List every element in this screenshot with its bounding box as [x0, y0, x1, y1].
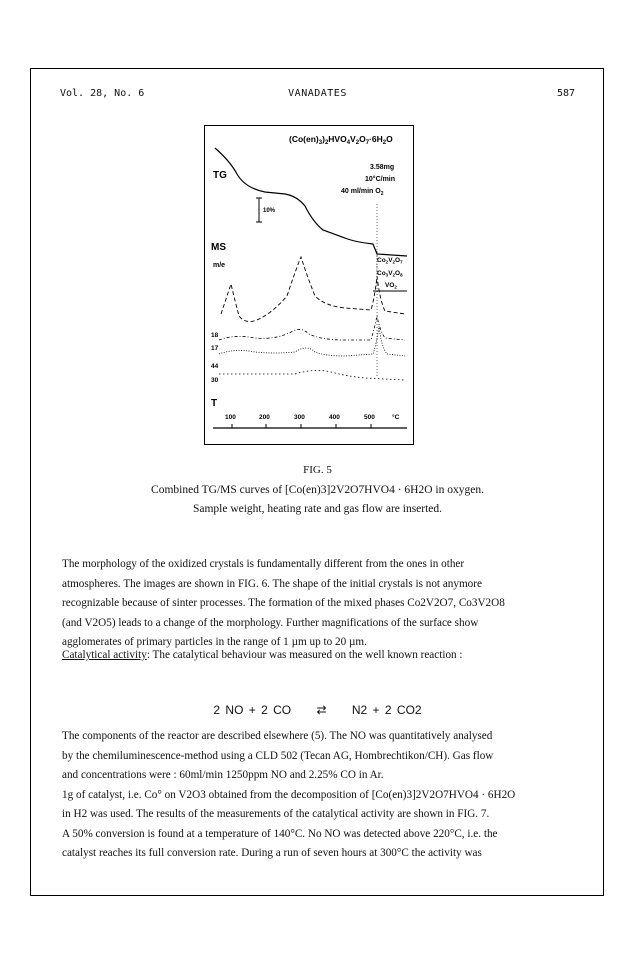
text-line: (and V2O5) leads to a change of the morphology. Further magnifications of the surface show [62, 616, 479, 629]
gas-flow: 40 ml/min $O_2$ [341, 188, 384, 197]
formula-label: $(Co(en)_3)_2HVO_4V_2O_7\cdot 6H_2O$ [289, 134, 393, 146]
heating-rate: 10°C/min [365, 176, 396, 183]
reaction-reactants: 2 NO + 2 CO [213, 703, 292, 717]
x-tick-300: 300 [294, 414, 305, 421]
x-tick-400: 400 [329, 414, 340, 421]
text-line: agglomerates of primary particles in the range of 1 µm up to 20 µm. [62, 636, 367, 648]
mass-label-17: 17 [211, 345, 219, 352]
x-tick-200: 200 [259, 414, 270, 421]
text-line: recognizable because of sinter processes. The formation of the mixed phases Co2V2O7, Co3V2O8 [62, 597, 505, 609]
scale-label: 10% [263, 208, 276, 214]
t-axis-label: T [211, 398, 218, 409]
ms-label: MS [211, 242, 226, 253]
text-line: A 50% conversion is found at a temperature of 140°C. No NO was detected above 220°C, i.e. the [62, 827, 498, 840]
text-line: in H2 was used. The results of the measurements of the catalytical activity are shown in FIG. 7. [62, 808, 490, 820]
paragraph-morphology [62, 555, 576, 653]
section-heading-catalytical-activity: Catalytical activity [62, 649, 147, 661]
figure-number: FIG. 5 [303, 464, 332, 476]
x-tick-100: 100 [225, 414, 236, 421]
text-line: atmospheres. The images are shown in FIG. 6. The shape of the initial crystals is not anymore [62, 577, 482, 590]
tg-ms-plot [205, 126, 415, 446]
volume-label: Vol. 28, No. 6 [60, 88, 145, 99]
x-tick-500: 500 [364, 414, 375, 421]
figure-caption-line-1: Combined TG/MS curves of [Co(en)3]2V2O7HVO4 · 6H2O in oxygen. [151, 484, 484, 496]
mass-label-44: 44 [211, 363, 219, 370]
figure-caption-line-2: Sample weight, heating rate and gas flow are inserted. [192, 503, 443, 515]
text-line: and concentrations were : 60ml/min 1250ppm NO and 2.25% CO in Ar. [62, 769, 384, 781]
reaction-products: N2 + 2 CO2 [351, 703, 422, 717]
paragraph-reactor [62, 727, 576, 864]
text-line: 1g of catalyst, i.e. Co° on V2O3 obtained from the decomposition of [Co(en)3]2V2O7HVO4 · 6H2O [62, 788, 516, 801]
text-line: The components of the reactor are described elsewhere (5). The NO was quantitatively analysed [62, 730, 493, 742]
page-number: 587 [556, 88, 575, 99]
text-line: by the chemiluminescence-method using a CLD 502 (Tecan AG, Hombrechtikon/CH). Gas flow [62, 749, 494, 762]
tg-label: TG [213, 170, 227, 181]
paragraph-text: : The catalytical behaviour was measured on the well known reaction : [146, 649, 463, 661]
x-tick-unit: °C [392, 414, 400, 421]
text-line: The morphology of the oxidized crystals is fundamentally different from the ones in other [62, 558, 465, 570]
journal-section-title: VANADATES [288, 88, 347, 99]
running-header [60, 88, 575, 102]
phase-label-vo2: $VO_2$ [385, 282, 397, 290]
text-line: catalyst reaches its full conversion rate. During a run of seven hours at 300°C the activity was [62, 847, 482, 859]
equilibrium-arrow: ⇄ [316, 703, 327, 717]
mass-label-30: 30 [211, 377, 219, 384]
phase-label-co3v2o8: $Co_3V_2O_8$ [377, 270, 403, 278]
phase-label-co2v2o7: $Co_2V_2O_7$ [377, 257, 403, 265]
reaction-equation [0, 703, 635, 717]
me-label: m/e [213, 262, 226, 269]
ms-curve-main [221, 257, 405, 322]
paragraph-catalytical-activity [62, 646, 576, 666]
sample-weight: 3.58mg [370, 164, 395, 171]
mass-label-18: 18 [211, 332, 219, 339]
figure-5 [204, 125, 414, 445]
